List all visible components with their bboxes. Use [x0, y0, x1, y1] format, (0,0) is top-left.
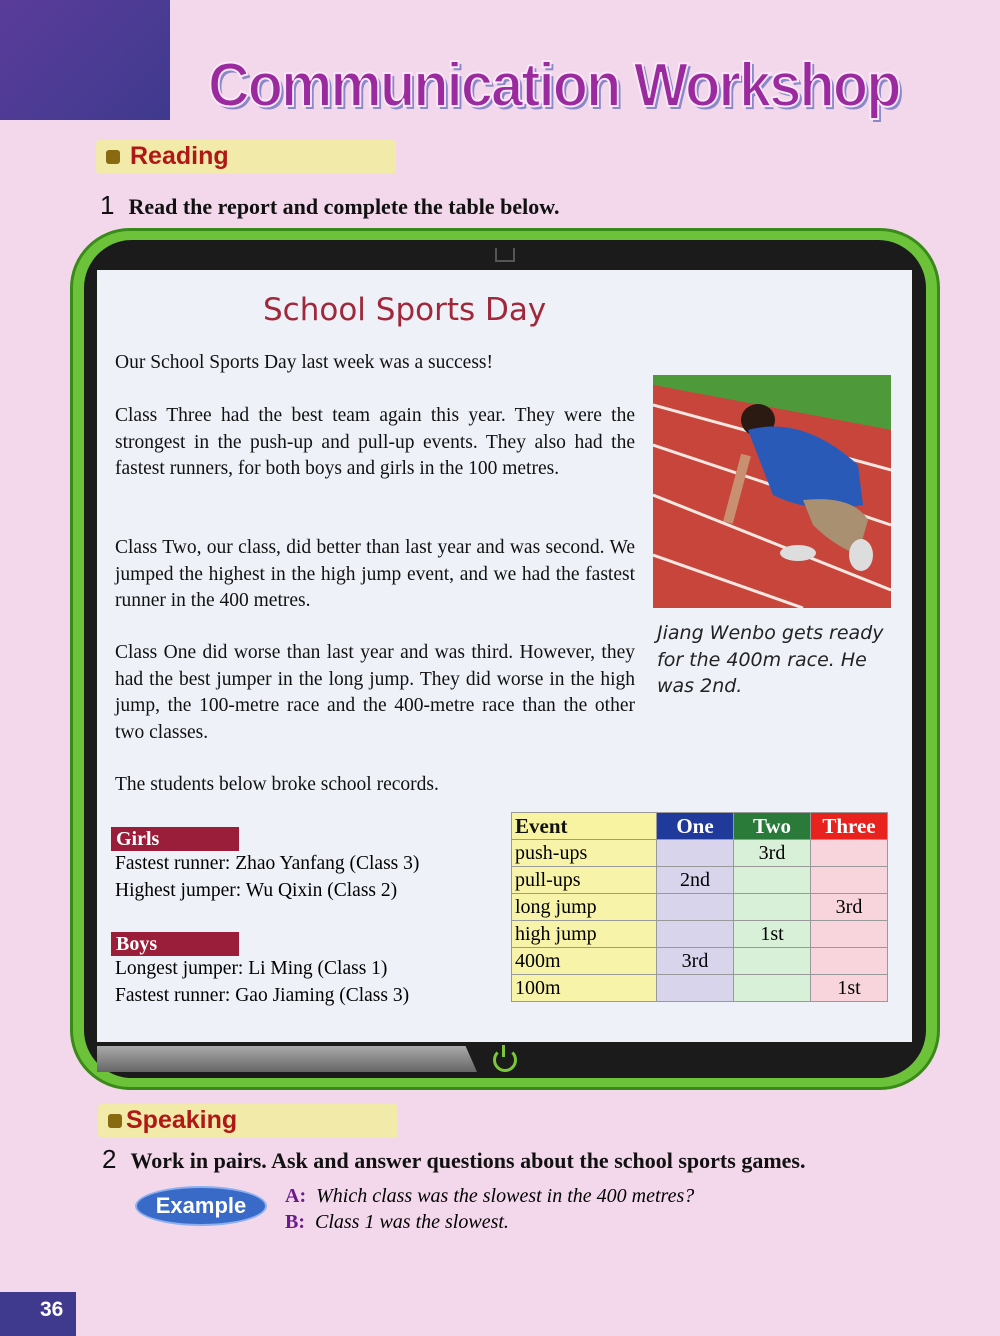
table-row — [512, 948, 888, 975]
event-cell: 100m — [512, 975, 657, 1002]
speaking-section-header — [98, 1104, 398, 1138]
table-row — [512, 867, 888, 894]
question-number: 1 — [100, 190, 115, 220]
example-text: Class 1 was the slowest. — [315, 1211, 509, 1233]
rank-cell — [734, 948, 811, 975]
girls-tag: Girls — [111, 827, 239, 851]
boys-tag: Boys — [111, 932, 239, 956]
rank-cell — [734, 975, 811, 1002]
rank-cell: 1st — [734, 921, 811, 948]
table-header-cell: Event — [512, 813, 657, 840]
rank-cell — [734, 867, 811, 894]
rank-cell: 2nd — [657, 867, 734, 894]
record-line: Longest jumper: Li Ming (Class 1) — [115, 958, 388, 979]
example-line-a — [285, 1185, 694, 1208]
event-cell: push-ups — [512, 840, 657, 867]
speaker: B: — [285, 1211, 305, 1233]
paragraph: Class One did worse than last year and was third. However, they had the best jumper in the long jump. They did worse in the high jump, the 100-metre race and the 400-metre race than the other two classes. — [115, 642, 635, 743]
event-cell: long jump — [512, 894, 657, 921]
question-2 — [102, 1144, 805, 1175]
page-title: Communication Workshop — [208, 51, 900, 120]
corner-block — [0, 0, 170, 120]
rank-cell — [657, 975, 734, 1002]
table-row — [512, 975, 888, 1002]
rank-cell — [811, 840, 888, 867]
event-cell: high jump — [512, 921, 657, 948]
reading-section-header — [96, 140, 396, 174]
rank-cell: 3rd — [657, 948, 734, 975]
rank-cell: 3rd — [811, 894, 888, 921]
rank-cell — [657, 840, 734, 867]
rank-cell — [811, 921, 888, 948]
table-row — [512, 840, 888, 867]
speaker: A: — [285, 1185, 307, 1207]
page-number: 36 — [0, 1292, 76, 1336]
question-1 — [100, 190, 559, 221]
paragraph: Class Two, our class, did better than last year and was second. We jumped the highest in the high jump event, and we had the fastest runner in the 400 metres. — [115, 537, 635, 611]
results-table — [511, 812, 888, 1002]
table-header-cell: One — [657, 813, 734, 840]
question-text: Work in pairs. Ask and answer questions about the school sports games. — [130, 1148, 806, 1173]
rank-cell — [811, 948, 888, 975]
paragraph: The students below broke school records. — [115, 774, 439, 795]
tablet-bottom-bar — [97, 1046, 477, 1072]
power-icon — [493, 1048, 517, 1072]
example-text: Which class was the slowest in the 400 metres? — [316, 1185, 695, 1207]
bullet-icon — [106, 150, 120, 164]
record-line: Highest jumper: Wu Qixin (Class 2) — [115, 879, 398, 901]
paragraph: Our School Sports Day last week was a success! — [115, 352, 494, 373]
question-text: Read the report and complete the table below. — [128, 194, 560, 219]
table-row — [512, 921, 888, 948]
table-row — [512, 894, 888, 921]
rank-cell: 1st — [811, 975, 888, 1002]
bullet-icon — [108, 1114, 122, 1128]
question-number: 2 — [102, 1144, 117, 1174]
table-header-cell: Three — [811, 813, 888, 840]
report-title: School Sports Day — [263, 292, 547, 328]
photo-caption: Jiang Wenbo gets ready for the 400m race. He was 2nd. — [657, 622, 884, 697]
paragraph: Class Three had the best team again this year. They were the strongest in the push-up and pull-up events. They also had the fastest runners, for both boys and girls in the 100 metres. — [115, 405, 635, 479]
runner-photo — [653, 375, 891, 608]
camera-icon — [495, 248, 515, 262]
event-cell: 400m — [512, 948, 657, 975]
record-line: Fastest runner: Zhao Yanfang (Class 3) — [115, 853, 420, 874]
table-header-row — [512, 813, 888, 840]
example-line-b — [285, 1211, 509, 1234]
speaking-label: Speaking — [126, 1106, 238, 1134]
table-header-cell: Two — [734, 813, 811, 840]
rank-cell — [657, 894, 734, 921]
rank-cell: 3rd — [734, 840, 811, 867]
boys-records — [111, 932, 409, 1009]
reading-label: Reading — [130, 142, 229, 170]
record-line: Fastest runner: Gao Jiaming (Class 3) — [115, 984, 410, 1006]
example-badge: Example — [137, 1188, 265, 1224]
rank-cell — [657, 921, 734, 948]
girls-records — [111, 827, 419, 904]
rank-cell — [734, 894, 811, 921]
event-cell: pull-ups — [512, 867, 657, 894]
rank-cell — [811, 867, 888, 894]
